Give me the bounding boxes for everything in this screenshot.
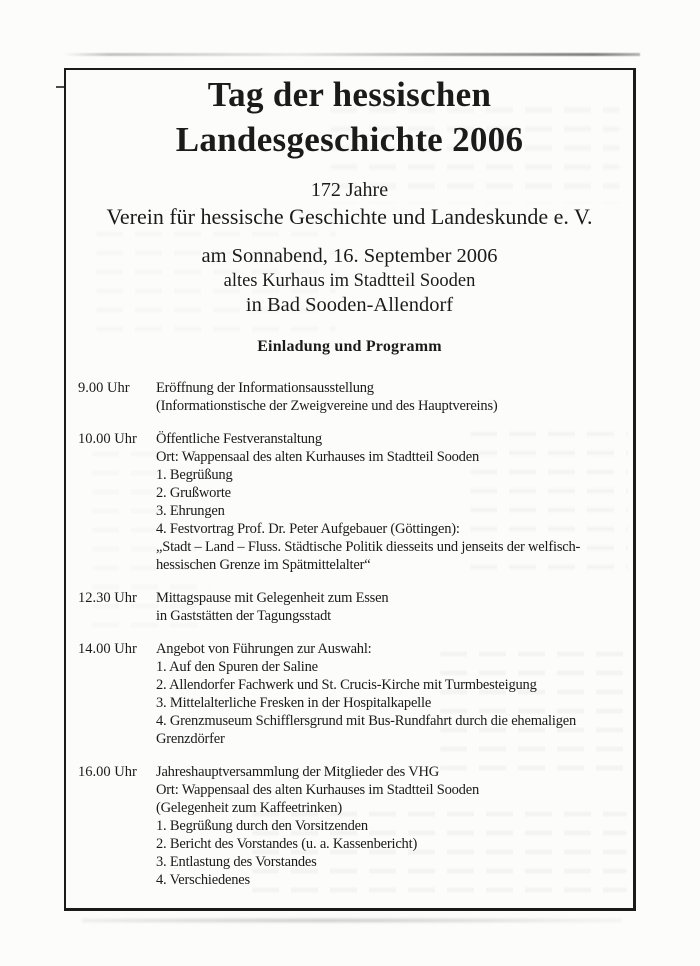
schedule-line: 3. Mittelalterliche Fresken in der Hospitalkapelle xyxy=(156,695,432,711)
schedule-description xyxy=(156,430,633,574)
schedule-row xyxy=(66,763,633,889)
schedule-row xyxy=(66,640,633,748)
venue-line-1: altes Kurhaus im Stadtteil Sooden xyxy=(223,271,476,291)
schedule-line: 1. Begrüßung xyxy=(156,467,233,483)
schedule-row xyxy=(66,589,633,625)
page-title xyxy=(66,70,633,162)
schedule-description xyxy=(156,589,633,625)
schedule-line: Grenzdörfer xyxy=(156,731,225,747)
schedule-line: Jahreshauptversammlung der Mitglieder des VHG xyxy=(156,764,440,780)
schedule-time: 9.00 Uhr xyxy=(78,380,130,396)
schedule-line: 1. Auf den Spuren der Saline xyxy=(156,659,318,675)
schedule-line: 4. Festvortrag Prof. Dr. Peter Aufgebauer (Göttingen): xyxy=(156,521,460,537)
schedule-line: Angebot von Führungen zur Auswahl: xyxy=(156,641,372,657)
schedule-line: 3. Entlastung des Vorstandes xyxy=(156,854,317,870)
schedule-row xyxy=(66,430,633,574)
schedule-time: 12.30 Uhr xyxy=(78,590,137,606)
schedule-line: Eröffnung der Informationsausstellung xyxy=(156,380,374,396)
schedule-line: 4. Verschiedenes xyxy=(156,872,250,888)
scan-streak-top xyxy=(64,53,640,56)
schedule-description xyxy=(156,763,633,889)
page-title-line-1: Tag der hessischen xyxy=(207,75,492,114)
schedule-line: „Stadt – Land – Fluss. Städtische Politik diesseits und jenseits der welfisch- xyxy=(156,539,581,555)
schedule-line: 1. Begrüßung durch den Vorsitzenden xyxy=(156,818,368,834)
schedule-time: 10.00 Uhr xyxy=(78,431,137,447)
venue-line-2: in Bad Sooden-Allendorf xyxy=(245,294,454,316)
organization-line: Verein für hessische Geschichte und Landeskunde e. V. xyxy=(106,204,593,229)
schedule-row xyxy=(66,379,633,415)
schedule xyxy=(66,379,633,889)
schedule-line: hessischen Grenze im Spätmittelalter“ xyxy=(156,557,371,573)
schedule-line: Öffentliche Festveranstaltung xyxy=(156,431,322,447)
schedule-line: 2. Allendorfer Fachwerk und St. Crucis-Kirche mit Turmbesteigung xyxy=(156,677,537,693)
schedule-line: Ort: Wappensaal des alten Kurhauses im Stadtteil Sooden xyxy=(156,782,480,798)
schedule-time: 14.00 Uhr xyxy=(78,641,137,657)
schedule-line: Mittagspause mit Gelegenheit zum Essen xyxy=(156,590,389,606)
schedule-description xyxy=(156,640,633,748)
schedule-line: 2. Bericht des Vorstandes (u. a. Kassenbericht) xyxy=(156,836,418,852)
anniversary-line: 172 Jahre xyxy=(310,179,389,201)
event-date-line: am Sonnabend, 16. September 2006 xyxy=(201,245,498,267)
program-border-frame xyxy=(64,68,636,911)
schedule-line: in Gaststätten der Tagungsstadt xyxy=(156,608,331,624)
schedule-description xyxy=(156,379,633,415)
schedule-line: 3. Ehrungen xyxy=(156,503,225,519)
section-heading: Einladung und Programm xyxy=(257,338,442,355)
schedule-line: Ort: Wappensaal des alten Kurhauses im Stadtteil Sooden xyxy=(156,449,480,465)
schedule-line: 4. Grenzmuseum Schifflersgrund mit Bus-Rundfahrt durch die ehemaligen xyxy=(156,713,577,729)
schedule-time: 16.00 Uhr xyxy=(78,764,137,780)
scan-streak-bottom xyxy=(82,918,622,923)
schedule-line: 2. Grußworte xyxy=(156,485,231,501)
schedule-line: (Informationstische der Zweigvereine und des Hauptvereins) xyxy=(156,398,498,414)
page-title-line-2: Landesgeschichte 2006 xyxy=(175,120,524,159)
schedule-line: (Gelegenheit zum Kaffeetrinken) xyxy=(156,800,342,816)
